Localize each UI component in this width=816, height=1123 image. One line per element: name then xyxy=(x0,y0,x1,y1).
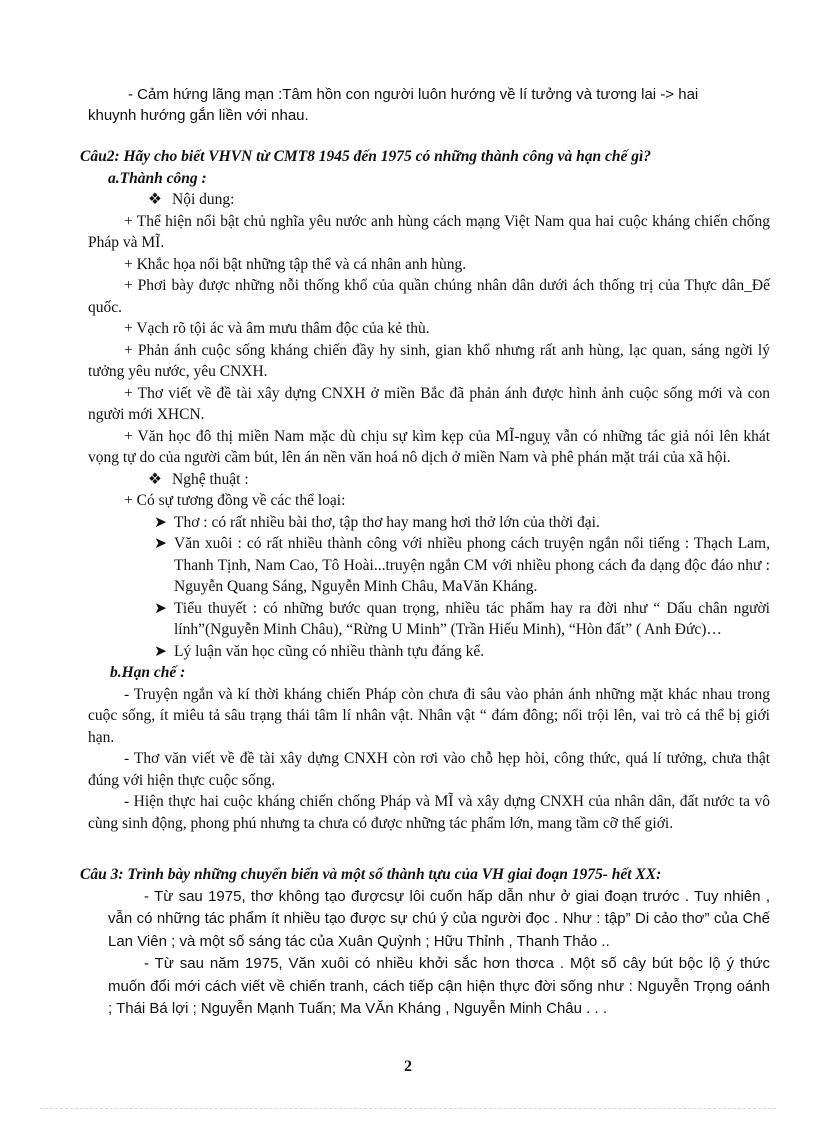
question-3-heading: Câu 3: Trình bày những chuyển biến và một số thành tựu của VH giai đoạn 1975- hết XX: xyxy=(80,866,662,883)
art-heading xyxy=(80,469,770,491)
question-3-section xyxy=(80,864,770,1021)
q3-paragraph: - Từ sau năm 1975, Văn xuôi có nhiều khởi sắc hơn thơca . Một số cây bút bộc lộ ý thức muốn đổi mới cách viết về chiến tranh, cách tiếp cận hiện thực đời sống như : Nguyễn Trọng oánh ; Thái Bá lợi ; Nguyễn Mạnh Tuấn; Ma VĂn Kháng , Nguyễn Minh Châu . . . xyxy=(108,955,770,1017)
intro-line-1: - Cảm hứng lãng mạn :Tâm hồn con người luôn hướng về lí tưởng và tương lai -> hai xyxy=(128,86,699,103)
arrow-bullet-icon: ➤ xyxy=(154,599,167,617)
art-item xyxy=(144,512,770,534)
content-heading-label: Nội dung: xyxy=(172,191,235,208)
diamond-bullet-icon: ❖ xyxy=(148,191,162,208)
limit-item: - Hiện thực hai cuộc kháng chiến chống Pháp và MĨ và xây dựng CNXH của nhân dân, đất nước ta vô cùng sinh động, phong phú nhưng ta chưa có được những tác phẩm lớn, mang tầm cỡ thế giới. xyxy=(88,793,770,832)
page-number: 2 xyxy=(404,1058,412,1075)
art-item xyxy=(144,598,770,641)
limit-item: - Truyện ngắn và kí thời kháng chiến Pháp còn chưa đi sâu vào phản ánh những mặt khác nhau trong cuộc sống, ít miêu tả sâu trạng thái tâm lí nhân vật. Nhân vật “ đám đông; nổi trội lên, vai trò cá thể bị giới hạn. xyxy=(88,685,770,746)
art-item-text: Thơ : có rất nhiều bài thơ, tập thơ hay mang hơi thở lớn của thời đại. xyxy=(174,513,600,531)
content-item: + Thể hiện nổi bật chủ nghĩa yêu nước anh hùng cách mạng Việt Nam qua hai cuộc kháng chiến chống Pháp và MĨ. xyxy=(88,212,770,251)
success-heading: a.Thành công : xyxy=(108,169,207,187)
art-item xyxy=(144,641,770,663)
art-item xyxy=(144,533,770,598)
q3-paragraph: - Từ sau 1975, thơ không tạo đượcsự lôi cuốn hấp dẫn như ở giai đoạn trước . Tuy nhiên , vẫn có những tác phẩm ít nhiều tạo được sự chú ý của người đọc . Như : tập” Di cảo thơ” của Chế Lan Viên ; và một số sáng tác của Xuân Quỳnh ; Hữu Thỉnh , Thanh Thảo .. xyxy=(108,887,770,950)
footer-divider xyxy=(40,1108,776,1109)
content-item: + Thơ viết về đề tài xây dựng CNXH ở miền Bắc đã phản ánh được hình ảnh cuộc sống mới và con người mới XHCN. xyxy=(88,384,770,423)
art-item-text: Lý luận văn học cũng có nhiều thành tựu đáng kể. xyxy=(174,642,485,660)
art-item-text: Tiểu thuyết : có những bước quan trọng, nhiều tác phẩm hay ra đời như “ Dấu chân người lính”(Nguyễn Minh Châu), “Rừng U Minh” (Trần Hiếu Minh), “Hòn đất” ( Anh Đức)… xyxy=(174,599,770,638)
art-heading-label: Nghệ thuật : xyxy=(172,470,249,488)
question-2-heading: Câu2: Hãy cho biết VHVN từ CMT8 1945 đến 1975 có những thành công và hạn chế gì? xyxy=(80,148,652,165)
content-list xyxy=(80,211,770,469)
question-2-section xyxy=(80,146,770,834)
q3-paragraphs xyxy=(80,886,770,1021)
arrow-bullet-icon: ➤ xyxy=(154,535,167,552)
content-item: + Văn học đô thị miền Nam mặc dù chịu sự kìm kẹp của MĨ-nguỵ vẫn có những tác giả nói lên khát vọng tự do của người cầm bút, lên án nền văn hoá nô dịch ở miền Nam và phê phán mặt trái của xã hội. xyxy=(88,427,770,466)
arrow-bullet-icon: ➤ xyxy=(154,642,167,660)
art-intro: + Có sự tương đồng về các thể loại: xyxy=(124,492,346,509)
content-item: + Phản ánh cuộc sống kháng chiến đầy hy sinh, gian khổ nhưng rất anh hùng, lạc quan, sáng ngời lý tưởng yêu nước, yêu CNXH. xyxy=(88,341,770,380)
limit-item: - Thơ văn viết về đề tài xây dựng CNXH còn rơi vào chỗ hẹp hòi, công thức, quá lí tưởng, chưa thật đúng với hiện thực cuộc sống. xyxy=(88,750,770,789)
content-item: + Vạch rõ tội ác và âm mưu thâm độc của kẻ thù. xyxy=(124,320,430,337)
content-item: + Khắc họa nổi bật những tập thể và cá nhân anh hùng. xyxy=(124,255,467,273)
arrow-bullet-icon: ➤ xyxy=(154,513,167,531)
intro-line-2: khuynh hướng gắn liền với nhau. xyxy=(88,107,309,124)
limits-heading: b.Hạn chế : xyxy=(110,664,186,681)
diamond-bullet-icon: ❖ xyxy=(148,470,162,488)
content-item: + Phơi bày được những nỗi thống khổ của quần chúng nhân dân dưới ách thống trị của Thực dân_Đế quốc. xyxy=(88,277,770,316)
content-heading xyxy=(80,189,770,211)
intro-paragraph xyxy=(88,84,768,126)
art-item-text: Văn xuôi : có rất nhiều thành công với nhiều phong cách truyện ngắn nổi tiếng : Thạch Lam, Thanh Tịnh, Nam Cao, Tô Hoài...truyện ngắn CM với nhiều phong cách đa dạng độc đáo như : Nguyễn Quang Sáng, Nguyễn Minh Châu, MaVăn Kháng. xyxy=(174,535,770,595)
art-list xyxy=(80,512,770,663)
limits-list xyxy=(80,684,770,835)
